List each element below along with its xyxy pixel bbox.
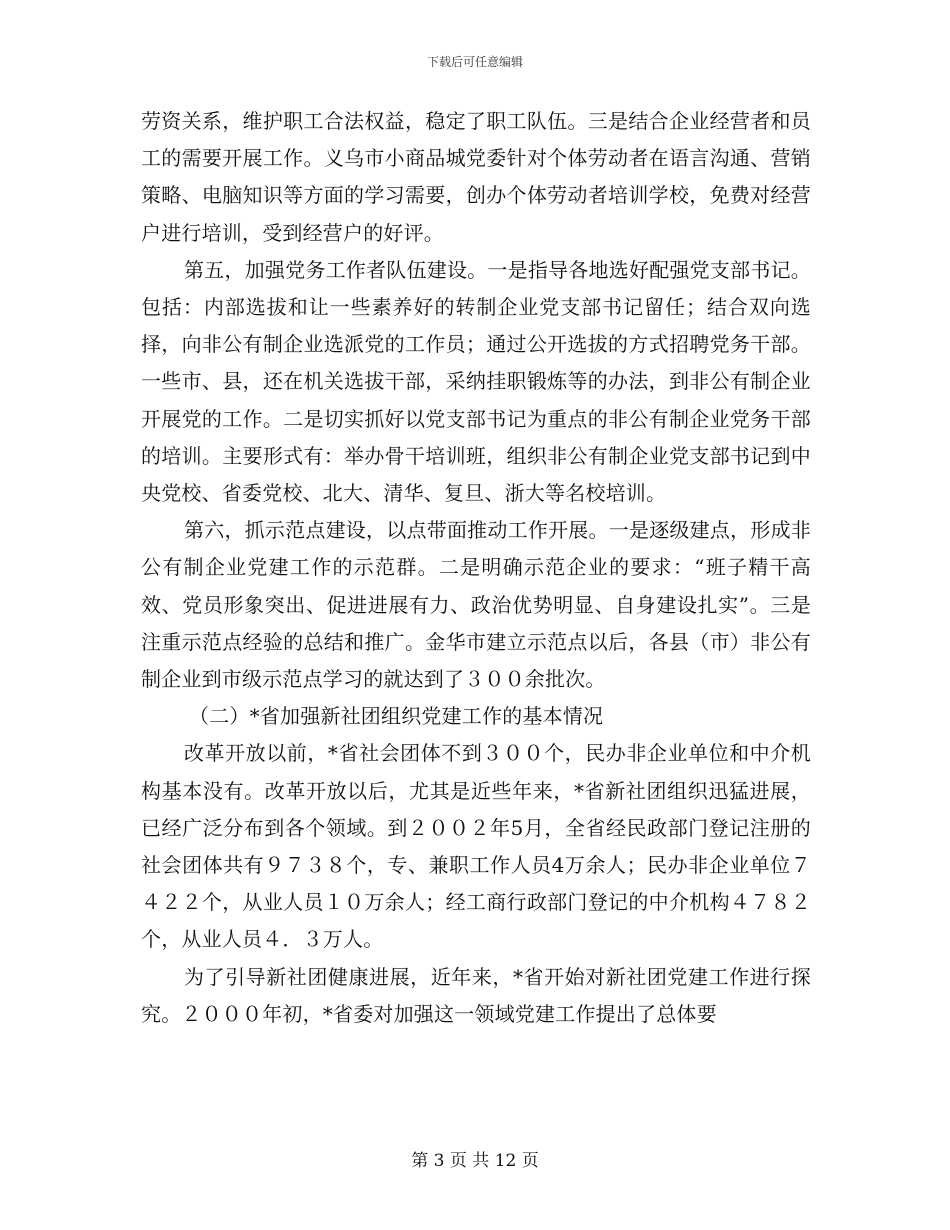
paragraph-3: 第六，抓示范点建设，以点带面推动工作开展。一是逐级建点，形成非公有制企业党建工作的示范群。二是明确示范企业的要求：“班子精干高效、党员形象突出、促进进展有力、政治优势明显、自身建设扎实”。三是注重示范点经验的总结和推广。金华市建立示范点以后，各县（市）非公有制企业到市级示范点学习的就达到了３００余批次。 <box>141 518 811 692</box>
section-heading: （二）*省加强新社团组织党建工作的基本情况 <box>189 704 604 729</box>
page-number: 第 3 页 共 12 页 <box>411 1151 539 1171</box>
paragraph-1: 劳资关系，维护职工合法权益，稳定了职工队伍。三是结合企业经营者和员工的需要开展工作。义乌市小商品城党委针对个体劳动者在语言沟通、营销策略、电脑知识等方面的学习需要，创办个体劳动者培训学校，免费对经营户进行培训，受到经营户的好评。 <box>141 109 811 245</box>
paragraph-5: 为了引导新社团健康进展，近年来，*省开始对新社团党建工作进行探究。２０００年初，*省委对加强这一领域党建工作提出了总体要 <box>141 964 811 1026</box>
paragraph-4: 改革开放以前，*省社会团体不到３００个，民办非企业单位和中介机构基本没有。改革开放以后，尤其是近些年来，*省新社团组织迅猛进展，已经广泛分布到各个领域。到２００２年5月，全省经民政部门登记注册的社会团体共有９７３８个，专、兼职工作人员4万余人；民办非企业单位７４２２个，从业人员１０万余人；经工商行政部门登记的中介机构４７８２个，从业人员４．３万人。 <box>141 741 811 952</box>
paragraph-2: 第五，加强党务工作者队伍建设。一是指导各地选好配强党支部书记。包括：内部选拔和让一些素养好的转制企业党支部书记留任；结合双向选择，向非公有制企业选派党的工作员；通过公开选拔的方式招聘党务干部。一些市、县，还在机关选拔干部，采纳挂职锻炼等的办法，到非公有制企业开展党的工作。二是切实抓好以党支部书记为重点的非公有制企业党务干部的培训。主要形式有：举办骨干培训班，组织非公有制企业党支部书记到中央党校、省委党校、北大、清华、复旦、浙大等名校培训。 <box>141 257 811 506</box>
document-body <box>141 103 811 1033</box>
page-header: 下载后可任意编辑 <box>426 55 523 69</box>
